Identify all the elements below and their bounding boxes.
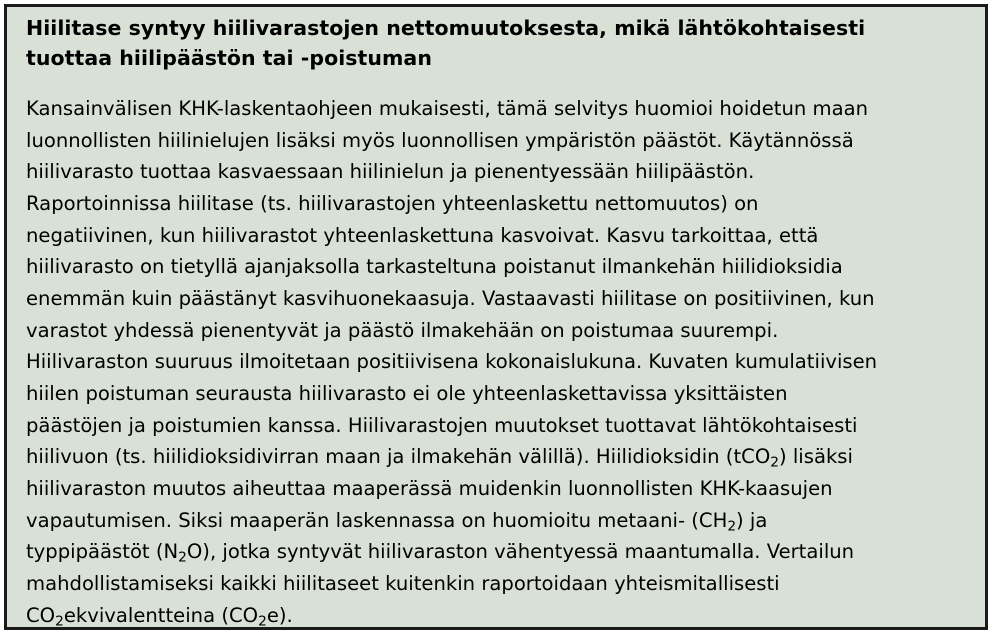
body-line (26, 283, 971, 315)
text-segment: varastot yhdessä pienentyvät ja päästö ilmakehään on poistumaa suurempi. (26, 318, 779, 342)
body-line (26, 346, 971, 378)
text-segment: ekvivalentteina (CO (63, 603, 259, 627)
text-segment: typpipäästöt (N (26, 540, 179, 564)
subscript: 2 (727, 517, 737, 534)
text-segment: mahdollistamiseksi kaikki hiilitaseet kuitenkin raportoidaan yhteismitallisesti (26, 571, 780, 595)
body-line (26, 410, 971, 442)
text-segment: enemmän kuin päästänyt kasvihuonekaasuja. Vastaavasti hiilitase on positiivinen, kun (26, 286, 875, 310)
text-segment: luonnollisten hiilinielujen lisäksi myös luonnollisen ympäristön päästöt. Käytännössä (26, 128, 854, 152)
text-segment: hiilen poistuman seurausta hiilivarasto ei ole yhteenlaskettavissa yksittäisten (26, 381, 788, 405)
subscript: 2 (770, 454, 779, 471)
body-line (26, 220, 971, 252)
text-segment: hiilivuon (ts. hiilidioksidivirran maan ja ilmakehän välillä). Hiilidioksidin (tCO (26, 445, 771, 469)
text-segment: hiilivaraston muutos aiheuttaa maaperässä muidenkin luonnollisten KHK-kaasujen (26, 476, 833, 500)
body-line (26, 505, 971, 537)
text-segment: Raportoinnissa hiilitase (ts. hiilivarastojen yhteenlaskettu nettomuutos) on (26, 191, 759, 215)
box-title (26, 13, 971, 73)
body-line (26, 315, 971, 347)
body-line (26, 600, 971, 631)
body-line (26, 568, 971, 600)
subscript: 2 (258, 612, 267, 629)
text-segment: päästöjen ja poistumien kanssa. Hiilivarastojen muutokset tuottavat lähtökohtaisesti (26, 413, 858, 437)
text-segment: e). (266, 603, 293, 627)
subscript: 2 (178, 549, 187, 566)
title-line: Hiilitase syntyy hiilivarastojen nettomuutoksesta, mikä lähtökohtaisesti (26, 16, 866, 40)
body-line (26, 188, 971, 220)
body-line (26, 378, 971, 410)
text-segment: hiilivarasto tuottaa kasvaessaan hiilinielun ja pienentyessään hiilipäästön. (26, 160, 755, 184)
body-line (26, 156, 971, 188)
text-segment: CO (26, 603, 56, 627)
text-segment: negatiivinen, kun hiilivarastot yhteenlaskettuna kasvoivat. Kasvu tarkoittaa, että (26, 223, 819, 247)
body-line (26, 125, 971, 157)
info-box (4, 4, 988, 630)
body-line (26, 93, 971, 125)
body-line (26, 473, 971, 505)
body-line (26, 441, 971, 473)
text-segment: O), jotka syntyvät hiilivaraston vähentyessä maantumalla. Vertailun (186, 540, 855, 564)
subscript: 2 (55, 612, 64, 629)
text-segment: vapautumisen. Siksi maaperän laskennassa on huomioitu metaani- (CH (26, 508, 728, 532)
body-line (26, 251, 971, 283)
text-segment: Hiilivaraston suuruus ilmoitetaan positiivisena kokonaislukuna. Kuvaten kumulatiivisen (26, 350, 878, 374)
body-line (26, 536, 971, 568)
text-segment: hiilivarasto on tietyllä ajanjaksolla tarkasteltuna poistanut ilmankehän hiilidioksidia (26, 255, 843, 279)
body-paragraph (26, 93, 971, 630)
text-segment: ) lisäksi (778, 445, 853, 469)
text-segment: ) ja (736, 508, 768, 532)
title-line: tuottaa hiilipäästön tai -poistuman (26, 46, 432, 70)
text-segment: Kansainvälisen KHK-laskentaohjeen mukaisesti, tämä selvitys huomioi hoidetun maan (26, 97, 869, 120)
